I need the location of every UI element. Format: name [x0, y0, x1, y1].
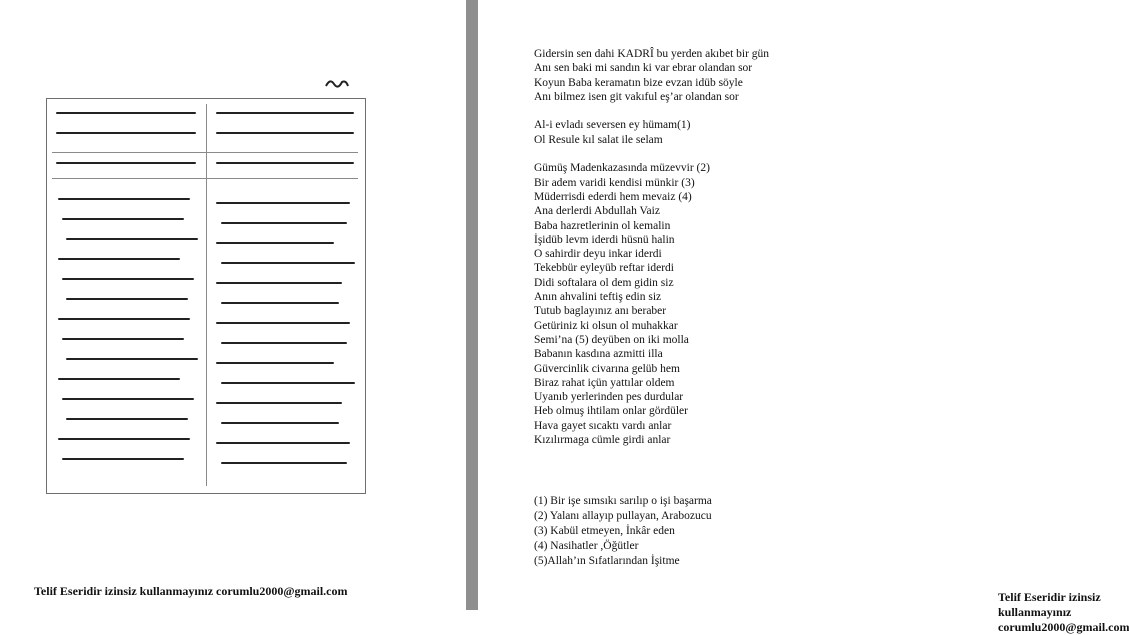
poem-line: Tekebbür eyleyüb reftar iderdi [534, 262, 675, 275]
handwriting-stroke [221, 222, 347, 224]
handwriting-stroke [216, 282, 342, 284]
poem-line: Anın ahvalini teftiş edin siz [534, 291, 662, 304]
poem-line: Babanın kasdına azmitti illa [534, 348, 663, 361]
poem-line: Anı bilmez isen git vakıful eş’ar olandan sor [534, 90, 739, 103]
poem-line: Gümüş Madenkazasında müzevvir (2) [534, 162, 710, 175]
footnotes [534, 494, 904, 569]
poem-line: Semi’na (5) deyüben on iki molla [534, 333, 689, 346]
poem-line: Baba hazretlerinin ol kemalin [534, 219, 671, 232]
handwriting-stroke [58, 318, 190, 320]
handwriting-stroke [221, 382, 355, 384]
handwriting-stroke [221, 262, 355, 264]
handwriting-stroke [216, 132, 354, 134]
handwriting-stroke [66, 358, 198, 360]
handwriting-stroke [58, 438, 190, 440]
footnote-line: (1) Bir işe sımsıkı sarılıp o işi başarma [534, 495, 712, 507]
handwriting-stroke [216, 362, 334, 364]
handwriting-stroke [62, 278, 194, 280]
handwriting-stroke [62, 398, 194, 400]
handwriting-stroke [56, 112, 196, 114]
poem-line: Al-i evladı seversen ey hümam(1) [534, 119, 691, 132]
poem-line: Didi softalara ol dem gidin siz [534, 276, 674, 289]
poem-line: Koyun Baba keramatın bize evzan idüb söyle [534, 76, 743, 89]
handwriting-stroke [221, 422, 339, 424]
page-divider [466, 0, 478, 610]
manuscript-image [46, 98, 366, 494]
handwriting-stroke [216, 162, 354, 164]
poem-text [534, 47, 904, 447]
handwriting-stroke [62, 458, 184, 460]
poem-line: Müderrisdi ederdi hem mevaiz (4) [534, 190, 692, 203]
handwriting-stroke [66, 238, 198, 240]
footer-copyright-right: Telif Eseridir izinsiz kullanmayınız corumlu2000@gmail.com [998, 590, 1129, 634]
poem-line: Getüriniz ki olsun ol muhakkar [534, 319, 678, 332]
manuscript-mark-icon [324, 76, 350, 90]
poem-line: O sahirdir deyu inkar iderdi [534, 248, 662, 261]
handwriting-stroke [66, 298, 188, 300]
handwriting-stroke [58, 198, 190, 200]
manuscript-column-divider [206, 104, 207, 486]
handwriting-stroke [62, 338, 184, 340]
poem-line: İşidüb levm iderdi hüsnü halin [534, 233, 675, 246]
footnote-line: (2) Yalanı allayıp pullayan, Arabozucu [534, 510, 712, 522]
footnote-line: (5)Allah’ın Sıfatlarından İşitme [534, 555, 680, 567]
handwriting-stroke [216, 242, 334, 244]
poem-line: Ana derlerdi Abdullah Vaiz [534, 205, 660, 218]
poem-line: Tutub baglayınız anı beraber [534, 305, 667, 318]
handwriting-stroke [221, 342, 347, 344]
handwriting-stroke [216, 442, 350, 444]
poem-line: Heb olmuş ihtilam onlar gördüler [534, 405, 688, 418]
footer-copyright-left: Telif Eseridir izinsiz kullanmayınız corumlu2000@gmail.com [34, 584, 348, 598]
handwriting-stroke [221, 302, 339, 304]
poem-line: Uyanıb yerlerinden pes durdular [534, 391, 684, 404]
manuscript-header-rule [52, 152, 358, 153]
poem-line: Gidersin sen dahi KADRÎ bu yerden akıbet bir gün [534, 48, 770, 60]
handwriting-stroke [66, 418, 188, 420]
left-page [0, 0, 466, 610]
footnote-line: (3) Kabül etmeyen, İnkâr eden [534, 525, 675, 537]
footnote-line: (4) Nasihatler ,Öğütler [534, 540, 639, 552]
handwriting-stroke [216, 402, 342, 404]
handwriting-stroke [216, 322, 350, 324]
handwriting-stroke [62, 218, 184, 220]
poem-line: Bir adem varidi kendisi münkir (3) [534, 176, 695, 189]
poem-line: Kızılırmaga cümle girdi anlar [534, 434, 671, 447]
manuscript-header-rule [52, 178, 358, 179]
handwriting-stroke [58, 258, 180, 260]
right-page [478, 0, 1129, 634]
poem-line: Hava gayet sıcaktı vardı anlar [534, 419, 672, 432]
handwriting-stroke [216, 112, 354, 114]
poem-line: Biraz rahat içün yattılar oldem [534, 376, 675, 389]
handwriting-stroke [58, 378, 180, 380]
poem-line: Güvercinlik civarına gelüb hem [534, 362, 680, 375]
poem-line: Anı sen baki mi sandın ki var ebrar olandan sor [534, 62, 753, 75]
handwriting-stroke [216, 202, 350, 204]
stanza-gap [534, 104, 904, 118]
handwriting-stroke [56, 162, 196, 164]
poem-line: Ol Resule kıl salat ile selam [534, 133, 663, 146]
handwriting-stroke [56, 132, 196, 134]
handwriting-stroke [221, 462, 347, 464]
stanza-gap [534, 147, 904, 161]
